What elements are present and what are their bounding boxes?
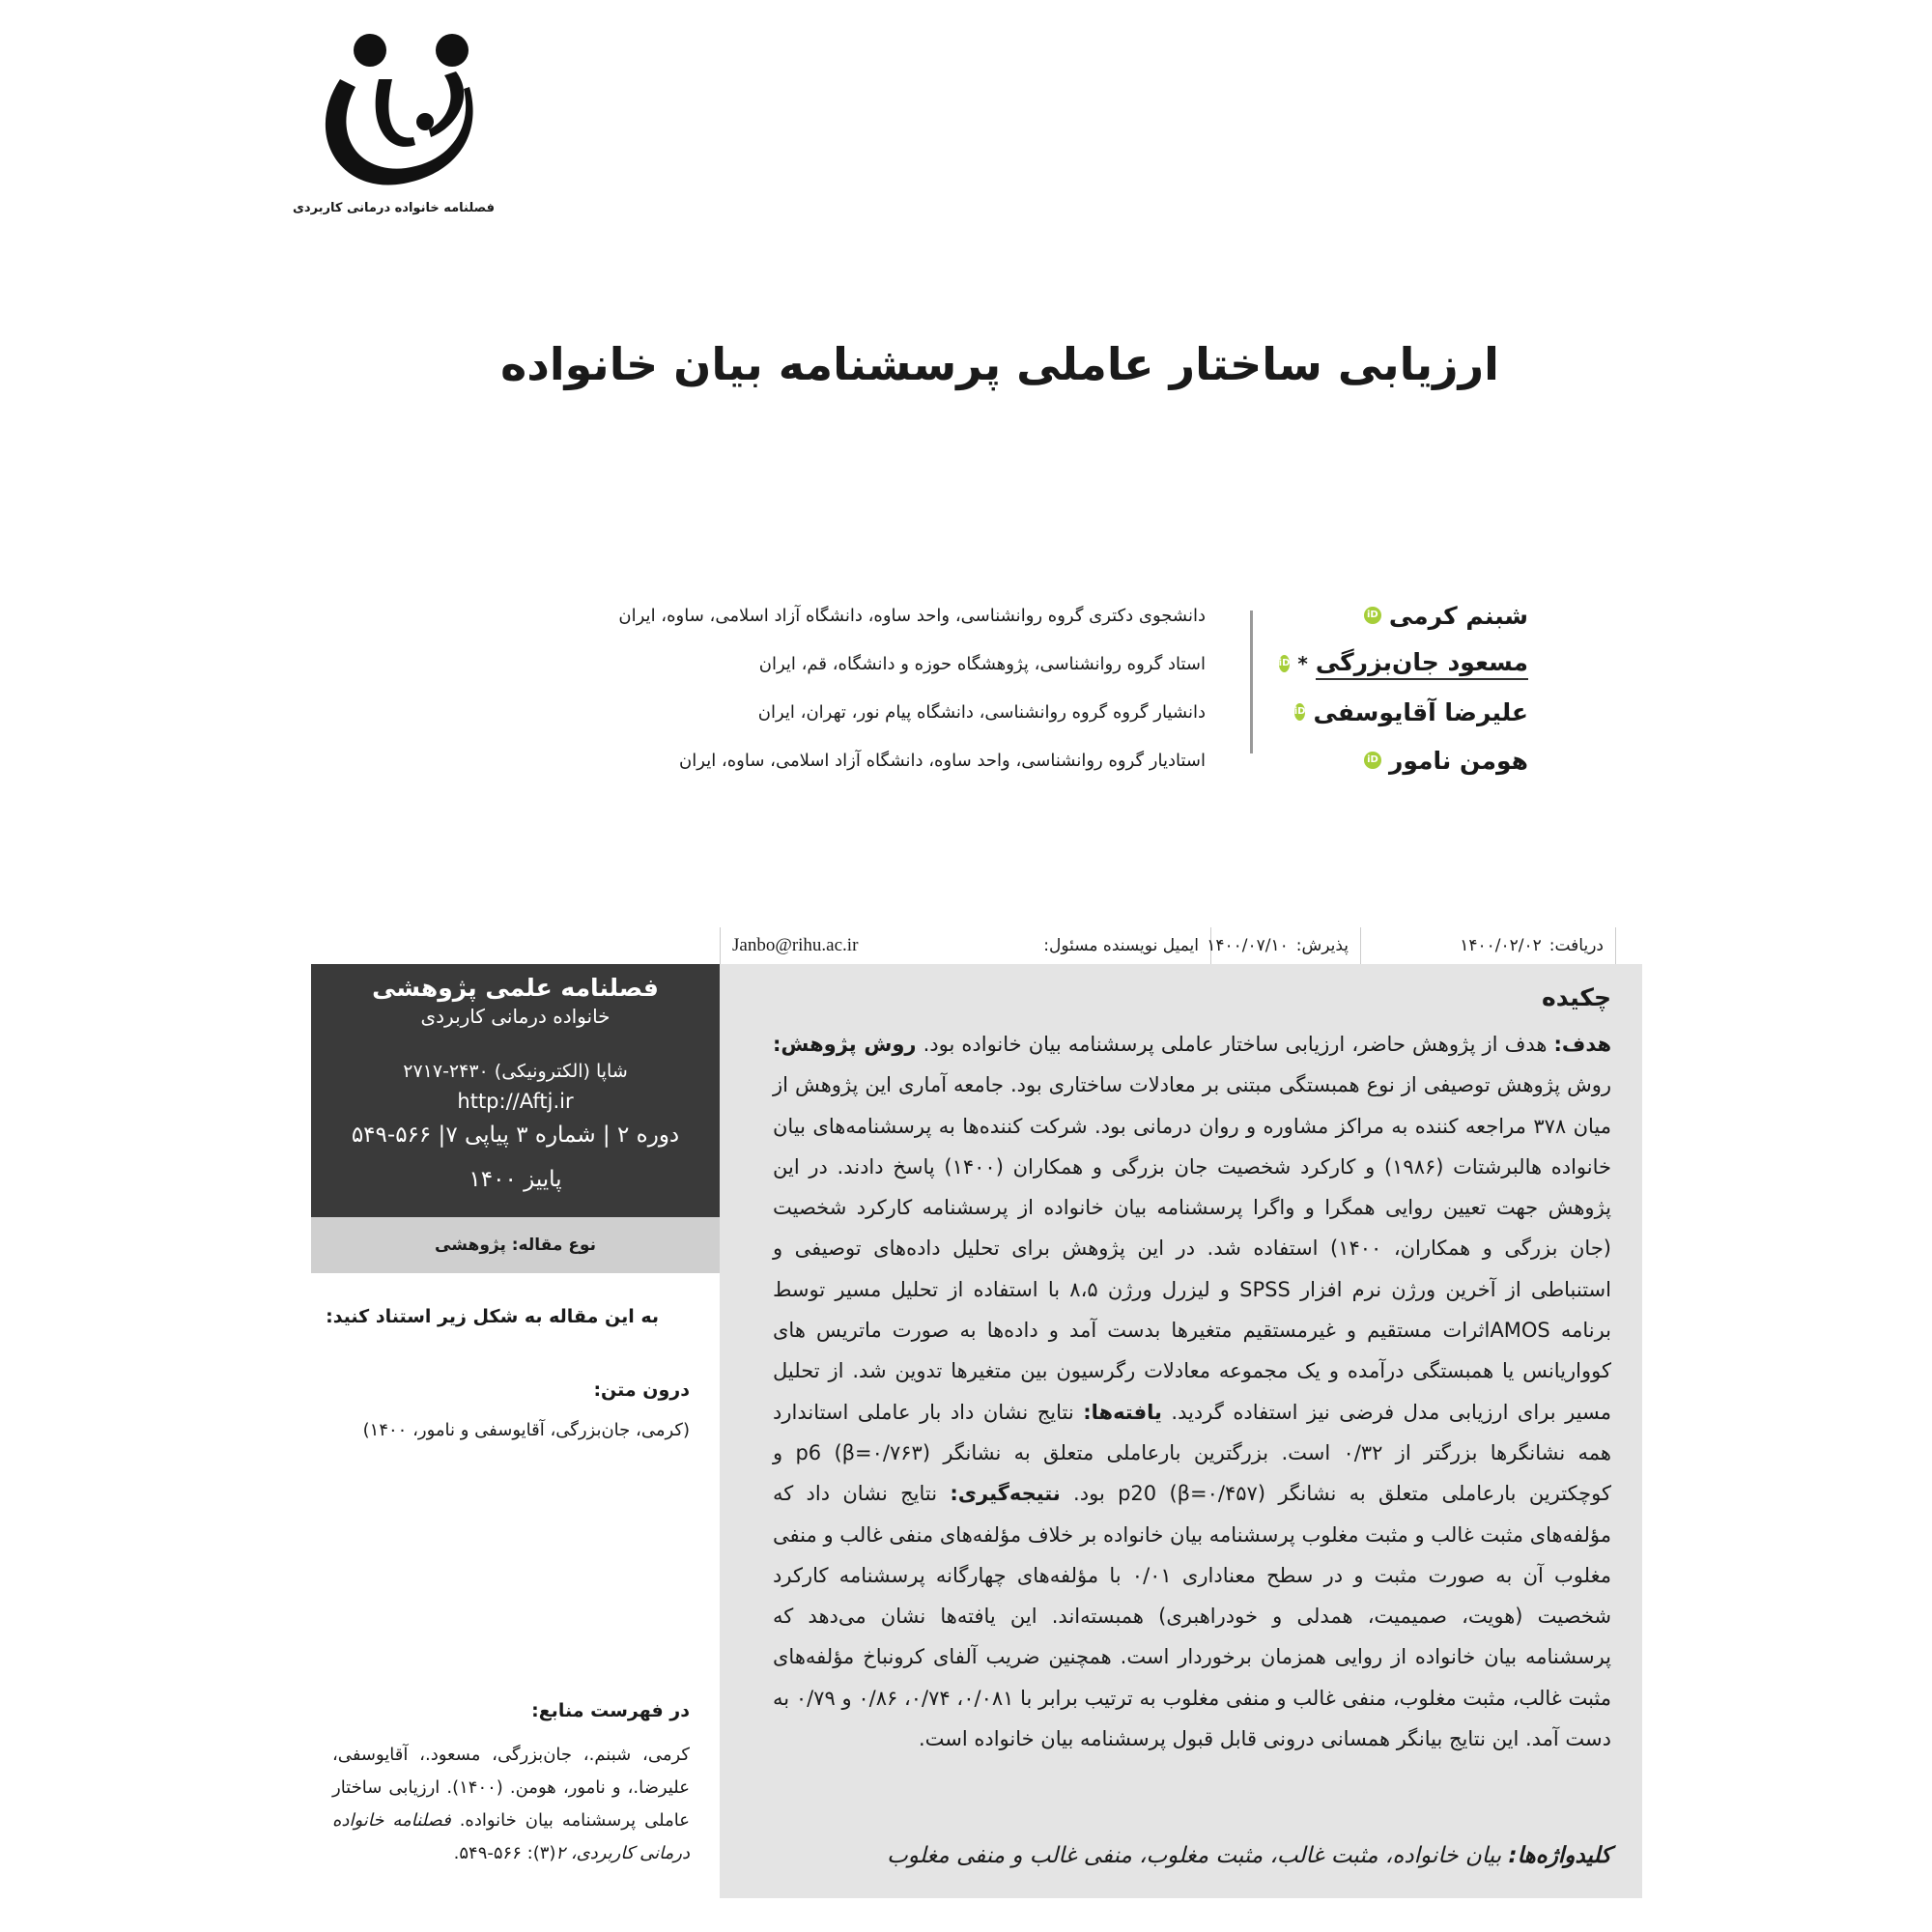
affiliation-list [529, 591, 1206, 784]
author-1 [1335, 591, 1528, 639]
ref-tail: (۳): ۵۶۶-۵۴۹. [453, 1843, 556, 1863]
findings-label: یافته‌ها: [1083, 1400, 1162, 1424]
orcid-icon[interactable]: iD [1364, 607, 1381, 624]
accepted-label: پذیرش: [1295, 936, 1349, 955]
abstract-panel [720, 964, 1642, 1898]
goal-label: هدف: [1553, 1033, 1612, 1056]
affiliation-1: دانشجوی دکتری گروه روانشناسی، واحد ساوه، دانشگاه آزاد اسلامی، ساوه، ایران [618, 605, 1206, 626]
corresponding-email [720, 927, 1210, 964]
orcid-icon[interactable]: iD [1294, 703, 1306, 721]
accepted-value: ۱۴۰۰/۰۷/۱۰ [1207, 936, 1289, 955]
author-3 [1293, 688, 1528, 736]
author-name: شبنم کرمی [1388, 601, 1528, 630]
article-meta-bar [720, 927, 1616, 964]
paper-title: ارزیابی ساختار عاملی پرسشنامه بیان خانواده [500, 338, 1499, 390]
citation-heading: به این مقاله به شکل زیر استناد کنید: [326, 1306, 659, 1327]
method-label: روش پژوهش: [773, 1033, 917, 1056]
journal-logo [292, 29, 495, 232]
refs-heading: در فهرست منابع: [531, 1700, 690, 1721]
author-name: مسعود جان‌بزرگی [1316, 648, 1528, 680]
journal-name: فصلنامه علمی پژوهشی [372, 974, 659, 1002]
ref-plain: کرمی، شبنم.، جان‌بزرگی، مسعود.، آقایوسفی، علیرضا.، و نامور، هومن. (۱۴۰۰). ارزیابی ساختار عاملی پرسشنامه بیان خانواده. [332, 1745, 690, 1831]
method-text: روش پژوهش توصیفی از نوع همبستگی مبتنی بر معادلات ساختاری بود. جامعه آماری این پژوهش از میان ۳۷۸ مراجعه کننده به مراکز مشاوره و روان درمانی بود. شرکت کننده‌ها به پرسشنامه‌های بیان خانواده هالبرشتات (۱۹۸۶) و کارکرد شخصیت جان بزرگی و همکاران (۱۴۰۰) پاسخ دادند. در این پژوهش جهت تعیین روایی همگرا و واگرا پرسشنامه بیان خانواده از پرسشنامه کارکرد شخصیت (جان بزرگی و همکاران، ۱۴۰۰) استفاده شد. در این پژوهش برای تحلیل داده‌های توصیفی و استنباطی از آخرین ورژن نرم افزار SPSS و لیزرل ورژن ۸،۵ با استفاده از تحلیل مسیر توسط برنامه AMOSاثرات مستقیم و غیرمستقیم متغیرها بدست آمد و داده‌ها به صورت ماتریس های کوواریانس یا همبستگی درآمده و یک مجموعه معادلات رگرسیون بین متغیرها تدوین شد. از تحلیل مسیر برای ارزیابی مدل فرضی نیز استفاده گردید. [773, 1073, 1611, 1424]
findings-text: نتایج نشان داد بار عاملی استاندارد همه نشانگرها بزرگتر از ۰/۳۲ است. بزرگترین بارعاملی متعلق به نشانگر p6 (β=۰/۷۶۳) و کوچکترین بارعاملی متعلق به نشانگر p20 (β=۰/۴۵۷) بود. [773, 1400, 1612, 1506]
journal-info-box [311, 964, 720, 1217]
author-list [1278, 591, 1528, 784]
author-name: هومن نامور [1388, 746, 1528, 775]
abstract-heading: چکیده [1542, 983, 1611, 1011]
corresponding-mark: * [1297, 652, 1308, 675]
author-divider [1250, 611, 1253, 753]
affiliation-3: دانشیار گروه گروه روانشناسی، دانشگاه پیام نور، تهران، ایران [757, 701, 1206, 723]
affiliation-2: استاد گروه روانشناسی، پژوهشگاه حوزه و دانشگاه، قم، ایران [758, 653, 1206, 674]
conclusion-text: نتایج نشان داد که مؤلفه‌های مثبت غالب و مثبت مغلوب پرسشنامه بیان خانواده بر خلاف مؤلفه‌های منفی غالب و منفی مغلوب آن به صورت مثبت و در سطح معناداری ۰/۰۱ با مؤلفه‌های چهارگانه پرسشنامه کارکرد شخصیت (هویت، صمیمیت، همدلی و خودراهبری) همبسته‌اند. این یافته‌ها نشان می‌دهد که پرسشنامه بیان خانواده از روایی همزمان برخوردار است. همچنین ضریب آلفای کرونباخ مؤلفه‌های مثبت غالب، مثبت مغلوب، منفی غالب و منفی مغلوب به ترتیب برابر با ۰/۰۸۱، ۰/۷۴، ۰/۸۶ و ۰/۷۹ به دست آمد. این نتایج بیانگر همسانی درونی قابل قبول پرسشنامه بیان خانواده است. [773, 1482, 1612, 1751]
journal-season: پاییز ۱۴۰۰ [469, 1167, 562, 1192]
ref-journal: فصلنامه خانواده درمانی کاربردی، ۲ [332, 1810, 690, 1863]
reference-entry [332, 1739, 690, 1870]
keywords-label: کلیدواژه‌ها: [1508, 1843, 1611, 1868]
family-logo-icon [311, 29, 495, 201]
email-label: ایمیل نویسنده مسئول: [1043, 936, 1199, 955]
received-date [1360, 927, 1616, 964]
intext-citation: (کرمی، جان‌بزرگی، آقایوسفی و نامور، ۱۴۰۰) [362, 1420, 690, 1440]
journal-issn: شاپا (الکترونیکی) ۲۴۳۰-۲۷۱۷ [403, 1061, 628, 1082]
conclusion-label: نتیجه‌گیری: [950, 1482, 1061, 1506]
journal-issue: دوره ۲ | شماره ۳ پیاپی ۷| ۵۶۶-۵۴۹ [351, 1122, 680, 1148]
goal-text: هدف از پژوهش حاضر، ارزیابی ساختار عاملی پرسشنامه بیان خانواده بود. [916, 1033, 1554, 1056]
author-2 [1278, 639, 1528, 688]
author-name: علیرضا آقایوسفی [1313, 697, 1528, 726]
accepted-date [1207, 927, 1360, 964]
keywords-text: بیان خانواده، مثبت غالب، مثبت مغلوب، منفی غالب و منفی مغلوب [887, 1843, 1509, 1868]
received-value: ۱۴۰۰/۰۲/۰۲ [1460, 936, 1542, 955]
affiliation-4: استادیار گروه روانشناسی، واحد ساوه، دانشگاه آزاد اسلامی، ساوه، ایران [679, 750, 1206, 771]
journal-url[interactable]: http://Aftj.ir [457, 1090, 574, 1113]
received-label: دریافت: [1548, 936, 1604, 955]
email-link[interactable]: Janbo@rihu.ac.ir [732, 935, 859, 955]
logo-caption: فصلنامه خانواده درمانی کاربردی [292, 201, 495, 215]
keywords [773, 1843, 1611, 1868]
journal-subtitle: خانواده درمانی کاربردی [420, 1005, 611, 1028]
intext-heading: درون متن: [593, 1379, 690, 1401]
orcid-icon[interactable]: iD [1364, 752, 1381, 769]
article-type: نوع مقاله: پژوهشی [311, 1217, 720, 1273]
abstract-body [773, 1024, 1611, 1759]
author-4 [1335, 736, 1528, 784]
orcid-icon[interactable]: iD [1279, 655, 1291, 672]
